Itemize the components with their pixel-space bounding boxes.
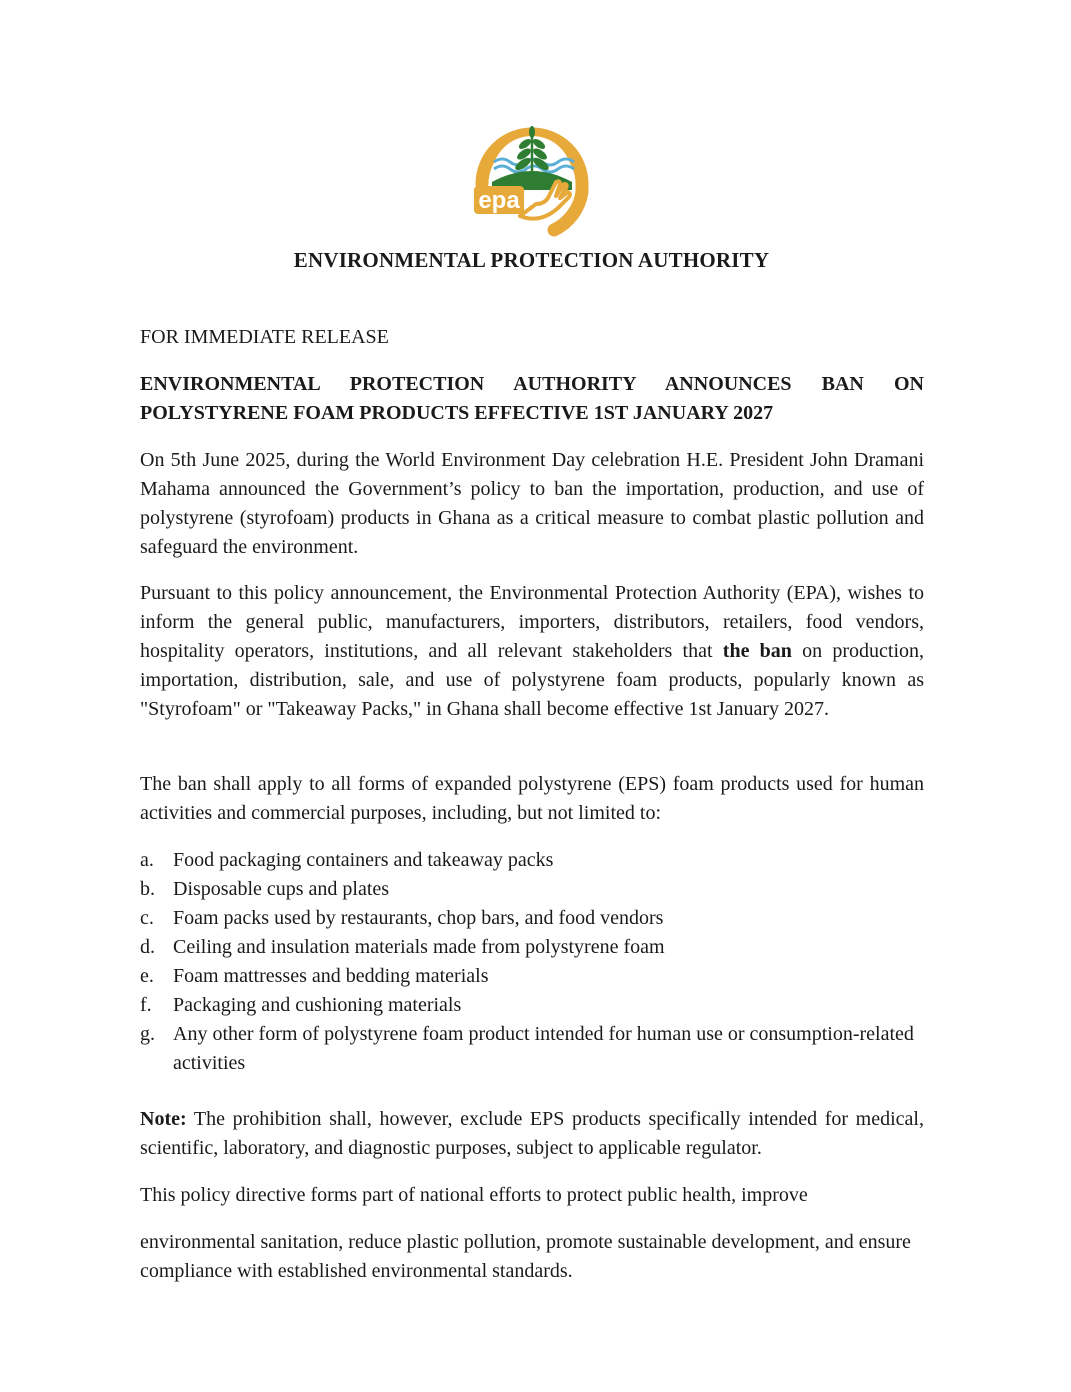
list-item-text: Food packaging containers and takeaway packs [173, 849, 554, 871]
list-item-text: Foam packs used by restaurants, chop bars, and food vendors [173, 907, 664, 929]
list-marker: d. [140, 936, 155, 958]
epa-logo [470, 112, 594, 238]
paragraph-directive-continued: environmental sanitation, reduce plastic pollution, promote sustainable development, and ensure compliance with established environmental standards. [140, 1231, 911, 1282]
list-item [140, 991, 924, 1020]
list-item [140, 1020, 924, 1078]
banned-products-list [140, 846, 924, 1078]
list-item-text: Packaging and cushioning materials [173, 994, 462, 1016]
note-text: The prohibition shall, however, exclude EPS products specifically intended for medical, scientific, laboratory, and diagnostic purposes, subject to applicable regulator. [140, 1108, 924, 1159]
list-item [140, 904, 924, 933]
list-item-text: Foam mattresses and bedding materials [173, 965, 489, 987]
release-label: FOR IMMEDIATE RELEASE [140, 326, 389, 348]
list-item-text: Ceiling and insulation materials made from polystyrene foam [173, 936, 665, 958]
list-marker: g. [140, 1023, 155, 1045]
paragraph-ban-notice-bold: the ban [722, 640, 792, 662]
list-marker: b. [140, 878, 155, 900]
paragraph-scope: The ban shall apply to all forms of expanded polystyrene (EPS) foam products used for human activities and commercial purposes, including, but not limited to: [140, 773, 924, 824]
list-marker: e. [140, 965, 154, 987]
list-item-text: Disposable cups and plates [173, 878, 390, 900]
list-marker: f. [140, 994, 152, 1016]
list-item [140, 875, 924, 904]
paragraph-ban-notice-start: Pursuant to this policy announcement, the Environmental Protection Authority (EPA), wishes to inform the general public, manufacturers, importers, distributors, retailers, food vendors, hospitality operators, institutions, and all relevant stakeholders that [140, 582, 924, 662]
paragraph-ban-notice-end: on production, importation, distribution, sale, and use of polystyrene foam products, popularly known as "Styrofoam" or "Takeaway Packs," in Ghana shall become effective 1st January 2027. [140, 640, 925, 720]
logo-text: epa [478, 187, 520, 214]
list-item [140, 846, 924, 875]
list-item [140, 933, 924, 962]
paragraph-directive: This policy directive forms part of national efforts to protect public health, improve [140, 1184, 808, 1206]
note-label: Note: [140, 1108, 187, 1130]
agency-name: ENVIRONMENTAL PROTECTION AUTHORITY [293, 248, 770, 272]
list-marker: c. [140, 907, 154, 929]
note-paragraph [140, 1105, 924, 1163]
headline: ENVIRONMENTAL PROTECTION AUTHORITY ANNOUNCES BAN ON POLYSTYRENE FOAM PRODUCTS EFFECTIVE 1ST JANUARY 2027 [140, 373, 924, 424]
list-item-text: Any other form of polystyrene foam product intended for human use or consumption-related activities [173, 1023, 914, 1074]
paragraph-ban-notice [140, 579, 924, 724]
list-marker: a. [140, 849, 154, 871]
paragraph-announcement: On 5th June 2025, during the World Environment Day celebration H.E. President John Dramani Mahama announced the Government’s policy to ban the importation, production, and use of polystyrene (styrofoam) products in Ghana as a critical measure to combat plastic pollution and safeguard the environment. [140, 449, 924, 558]
list-item [140, 962, 924, 991]
